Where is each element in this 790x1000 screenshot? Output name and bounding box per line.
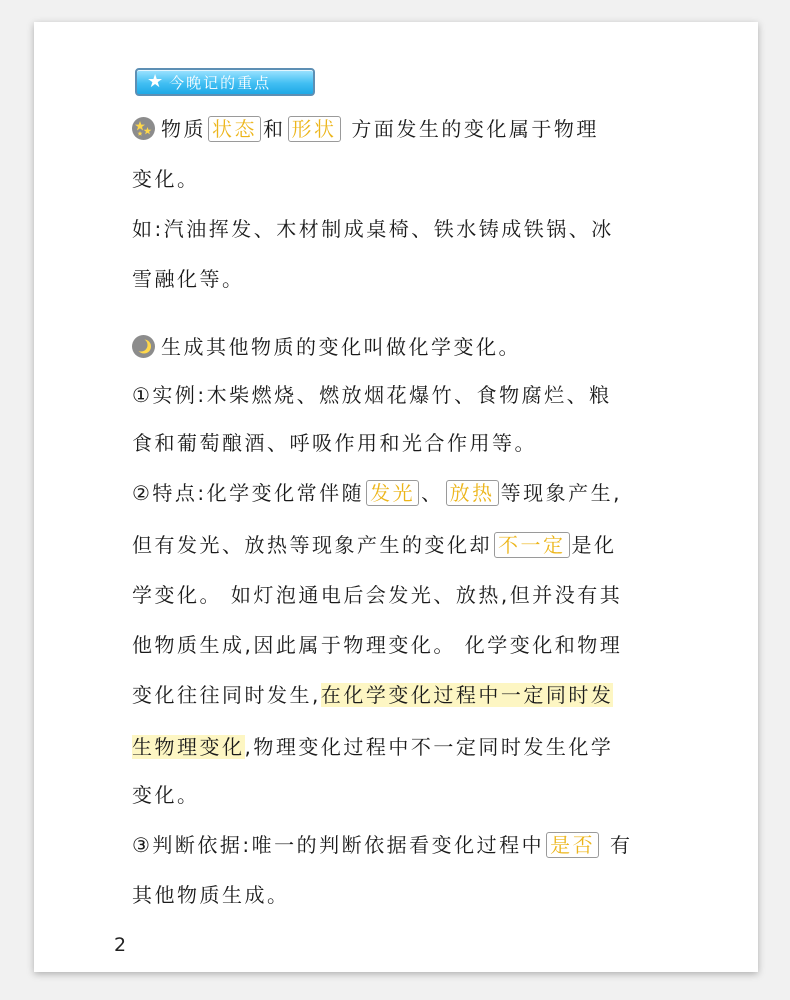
para2-example-line1: ①实例:木柴燃烧、燃放烟花爆竹、食物腐烂、粮 <box>132 383 612 407</box>
feature-line3: 学变化。 如灯泡通电后会发光、放热,但并没有其 <box>132 583 623 607</box>
feature-line1 <box>132 478 712 508</box>
feature-line6 <box>132 732 712 762</box>
feature-line2-pre: 但有发光、放热等现象产生的变化却 <box>132 533 492 557</box>
para2-title-line <box>132 332 712 362</box>
para1-example-line2: 雪融化等。 <box>132 267 245 291</box>
highlight-text-2: 生物理变化 <box>132 735 245 759</box>
judge-line1 <box>132 830 712 860</box>
feature-line4: 他物质生成,因此属于物理变化。 化学变化和物理 <box>132 633 623 657</box>
answer-box-state: 状态 <box>208 116 261 142</box>
feature-line5-pre: 变化往往同时发生, <box>132 683 321 707</box>
para2-example-line2: 食和葡萄酿酒、呼吸作用和光合作用等。 <box>132 431 537 455</box>
answer-box-light: 发光 <box>366 480 419 506</box>
para1-line1 <box>132 114 712 144</box>
answer-box-shape: 形状 <box>288 116 341 142</box>
section-title: 今晚记的重点 <box>169 73 272 92</box>
para2-title: 生成其他物质的变化叫做化学变化。 <box>161 335 521 359</box>
feature-line2-post: 是化 <box>571 533 617 557</box>
judge-line2: 其他物质生成。 <box>132 883 290 907</box>
page-number: 2 <box>114 934 127 956</box>
feature-line2 <box>132 530 712 560</box>
para1-text-post: 方面发生的变化属于物理 <box>351 117 599 141</box>
para1-text-pre: 物质 <box>161 117 206 141</box>
highlight-text-1: 在化学变化过程中一定同时发 <box>320 683 614 707</box>
para1-text-mid: 和 <box>263 117 286 141</box>
answer-box-whether: 是否 <box>546 832 599 858</box>
answer-box-not-necessarily: 不一定 <box>494 532 570 558</box>
feature-line7: 变化。 <box>132 783 200 807</box>
judge-text-pre: ③判断依据:唯一的判断依据看变化过程中 <box>132 833 545 857</box>
para1-example-line1: 如:汽油挥发、木材制成桌椅、铁水铸成铁锅、冰 <box>132 217 614 241</box>
stars-bullet-icon <box>132 117 155 140</box>
para1-line2: 变化。 <box>132 167 200 191</box>
star-icon: ★ <box>147 71 164 92</box>
feature-line6-post: ,物理变化过程中不一定同时发生化学 <box>244 735 614 759</box>
answer-box-heat: 放热 <box>446 480 499 506</box>
judge-text-post: 有 <box>610 833 633 857</box>
feature-sep: 、 <box>421 481 444 505</box>
feature-text-pre: ②特点:化学变化常伴随 <box>132 481 365 505</box>
feature-line5 <box>132 680 712 710</box>
page <box>34 22 758 972</box>
section-header-badge <box>135 68 315 96</box>
feature-text-post: 等现象产生, <box>500 481 623 505</box>
moon-bullet-icon <box>132 335 155 358</box>
